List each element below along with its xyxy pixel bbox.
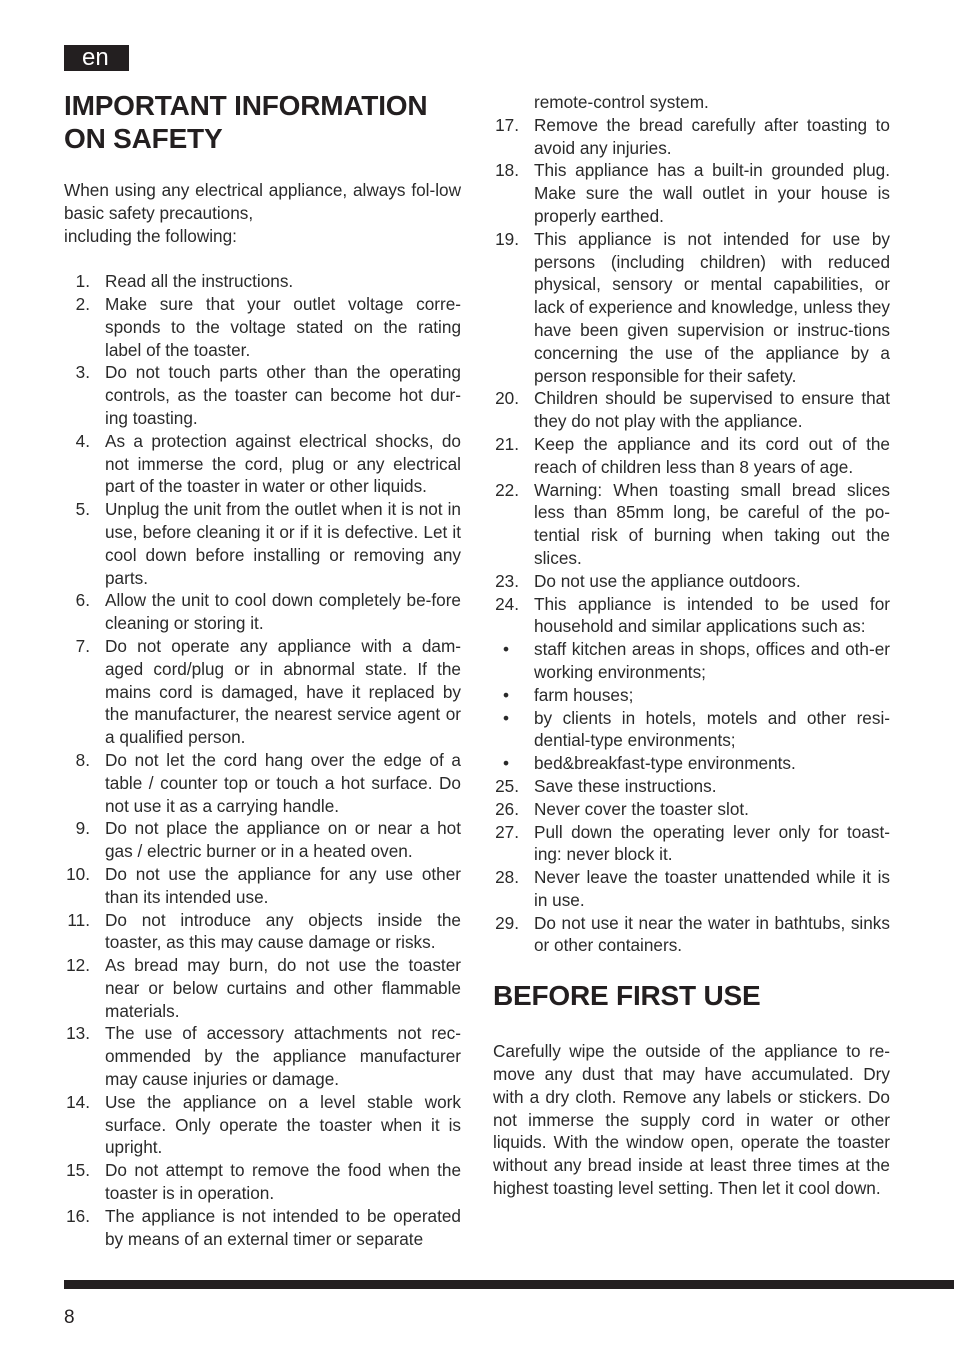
safety-item	[64, 293, 461, 361]
item-text: This appliance has a built-in grounded plug. Make sure the wall outlet in your house is properly earthed.	[534, 160, 890, 226]
safety-list-right-b	[493, 775, 890, 957]
item-number: 4.	[75, 430, 90, 451]
safety-item	[64, 635, 461, 749]
safety-intro-line2: including the following:	[64, 225, 237, 246]
safety-item	[493, 866, 890, 912]
footer-rule	[64, 1280, 954, 1289]
item-number: 19.	[495, 228, 519, 249]
item-number: 5.	[75, 499, 90, 520]
usage-bullet-item	[493, 638, 890, 684]
item-text: The use of accessory attachments not rec-ommended by the appliance manufacturer may cause injuries or damage.	[105, 1023, 461, 1090]
item-number: 16.	[66, 1205, 90, 1226]
item-text: Do not use the appliance outdoors.	[534, 570, 801, 591]
item-number: 3.	[75, 362, 90, 383]
item-number: 18.	[495, 160, 519, 181]
item-text: Never cover the toaster slot.	[534, 798, 749, 819]
item-number: 17.	[495, 114, 519, 135]
item-number: 28.	[495, 867, 519, 888]
usage-bullet-item	[493, 684, 890, 707]
item-text: This appliance is not intended for use by persons (including children) with reduced physical, sensory or mental capabilities, or lack of experience and knowledge, unless they have been given supervision or instruc-tions concerning the use of the appliance by a person responsible for their safety.	[534, 228, 890, 386]
item-number: 1.	[75, 271, 90, 292]
usage-bullet-item	[493, 752, 890, 775]
safety-item	[64, 270, 461, 293]
item-text: Do not place the appliance on or near a hot gas / electric burner or in a heated oven.	[105, 818, 461, 862]
safety-intro-line1: When using any electrical appliance, always fol-low basic safety precautions,	[64, 180, 461, 223]
item-text: Read all the instructions.	[105, 271, 294, 292]
item-text: Pull down the operating lever only for toast-ing: never block it.	[534, 821, 890, 865]
item-text: This appliance is intended to be used for household and similar applications such as:	[534, 593, 890, 637]
item-text: Do not touch parts other than the operating controls, as the toaster can become hot dur-ing toasting.	[105, 362, 461, 428]
item-number: 15.	[66, 1160, 90, 1181]
item-number: 13.	[66, 1023, 90, 1044]
safety-item	[493, 798, 890, 821]
item-text: Make sure that your outlet voltage corre-sponds to the voltage stated on the rating label of the toaster.	[105, 293, 461, 360]
item-number: 26.	[495, 798, 519, 819]
item-text: Children should be supervised to ensure that they do not play with the appliance.	[534, 388, 890, 432]
safety-item	[64, 430, 461, 498]
item-text: Allow the unit to cool down completely be-fore cleaning or storing it.	[105, 590, 461, 634]
safety-item	[64, 1091, 461, 1159]
before-first-use-body: Carefully wipe the outside of the appliance to re-move any dust that may have accumulated. Dry with a dry cloth. Remove any labels or stickers. Do not immerse the supply cord in water or other liquids. With the window open, operate the toaster without any bread inside at least three times at the highest toasting level setting. Then let it cool down.	[493, 1041, 890, 1199]
item-text: The appliance is not intended to be operated by means of an external timer or separate	[105, 1205, 461, 1249]
item-number: 23.	[495, 570, 519, 591]
safety-item	[493, 570, 890, 593]
right-column	[493, 91, 890, 1200]
item-text: Do not attempt to remove the food when the toaster is in operation.	[105, 1160, 461, 1204]
safety-item	[493, 593, 890, 639]
safety-title-line1: IMPORTANT INFORMATION	[64, 90, 428, 121]
page-number: 8	[64, 1307, 75, 1328]
item-number: 22.	[495, 479, 519, 500]
safety-list-left	[64, 270, 461, 1250]
safety-item	[64, 909, 461, 955]
item-number: 14.	[66, 1091, 90, 1112]
item-text: Do not let the cord hang over the edge of a table / counter top or touch a hot surface. Do not use it as a carrying handle.	[105, 749, 461, 816]
item-text: Never leave the toaster unattended while it is in use.	[534, 867, 890, 910]
safety-item	[493, 821, 890, 867]
item-number: 12.	[66, 955, 90, 976]
safety-title	[64, 89, 461, 155]
safety-item	[64, 954, 461, 1022]
bullet-text: bed&breakfast-type environments.	[534, 753, 796, 774]
item-number: 10.	[66, 863, 90, 884]
item-text: Save these instructions.	[534, 775, 717, 796]
safety-item	[64, 817, 461, 863]
safety-item	[64, 589, 461, 635]
item-number: 7.	[75, 635, 90, 656]
item-text: Keep the appliance and its cord out of the reach of children less than 8 years of age.	[534, 433, 890, 477]
item-number: 9.	[75, 818, 90, 839]
language-tab: en	[64, 45, 129, 71]
safety-item	[493, 114, 890, 160]
bullet-text: by clients in hotels, motels and other resi-dential-type environments;	[534, 707, 890, 751]
safety-item	[64, 1159, 461, 1205]
item-text: Do not operate any appliance with a dam-aged cord/plug or in abnormal state. If the mains cord is damaged, have it replaced by the manufacturer, the nearest service agent or a qualified person.	[105, 635, 461, 748]
safety-item	[64, 1205, 461, 1251]
item-text: Remove the bread carefully after toasting to avoid any injuries.	[534, 114, 890, 158]
item-text: Warning: When toasting small bread slices less than 85mm long, be careful of the po-tential risk of burning when taking out the slices.	[534, 479, 890, 568]
left-column	[64, 89, 461, 1250]
item-number: 20.	[495, 388, 519, 409]
item-text: As bread may burn, do not use the toaster near or below curtains and other flammable materials.	[105, 955, 461, 1021]
before-first-use-title: BEFORE FIRST USE	[493, 980, 761, 1012]
safety-item	[493, 228, 890, 388]
bullet-mark: •	[502, 707, 510, 728]
item-16-continued: remote-control system.	[534, 92, 709, 112]
safety-item	[64, 863, 461, 909]
safety-item	[493, 159, 890, 227]
item-number: 24.	[495, 593, 519, 614]
item-number: 21.	[495, 433, 519, 454]
safety-intro	[64, 179, 461, 247]
item-number: 27.	[495, 821, 519, 842]
item-number: 29.	[495, 912, 519, 933]
item-text: Unplug the unit from the outlet when it is not in use, before cleaning it or if it is defective. Let it cool down before installing or removing any parts.	[105, 499, 461, 588]
item-text: Do not introduce any objects inside the toaster, as this may cause damage or risks.	[105, 909, 461, 953]
bullet-mark: •	[502, 753, 510, 774]
safety-item	[493, 775, 890, 798]
item-number: 2.	[75, 293, 90, 314]
item-text: Do not use the appliance for any use other than its intended use.	[105, 863, 461, 907]
safety-item	[493, 387, 890, 433]
item-text: As a protection against electrical shocks, do not immerse the cord, plug or any electrical part of the toaster in water or other liquids.	[105, 430, 461, 497]
safety-title-line2: ON SAFETY	[64, 123, 223, 154]
safety-item	[493, 433, 890, 479]
safety-item	[64, 749, 461, 817]
safety-item	[493, 479, 890, 570]
item-number: 25.	[495, 775, 519, 796]
bullet-text: staff kitchen areas in shops, offices and oth-er working environments;	[534, 639, 890, 682]
item-number: 8.	[75, 749, 90, 770]
bullet-text: farm houses;	[534, 684, 634, 705]
item-number: 6.	[75, 590, 90, 611]
safety-list-right-a	[493, 114, 890, 638]
item-text: Do not use it near the water in bathtubs, sinks or other containers.	[534, 912, 890, 956]
item-number: 11.	[67, 909, 90, 930]
bullet-mark: •	[502, 639, 510, 660]
safety-item	[493, 912, 890, 958]
safety-item	[64, 498, 461, 589]
usage-bullet-item	[493, 707, 890, 753]
bullet-mark: •	[502, 684, 510, 705]
safety-item	[64, 361, 461, 429]
safety-item	[64, 1022, 461, 1090]
item-text: Use the appliance on a level stable work surface. Only operate the toaster when it is upright.	[105, 1091, 461, 1158]
usage-bullet-list	[493, 638, 890, 775]
